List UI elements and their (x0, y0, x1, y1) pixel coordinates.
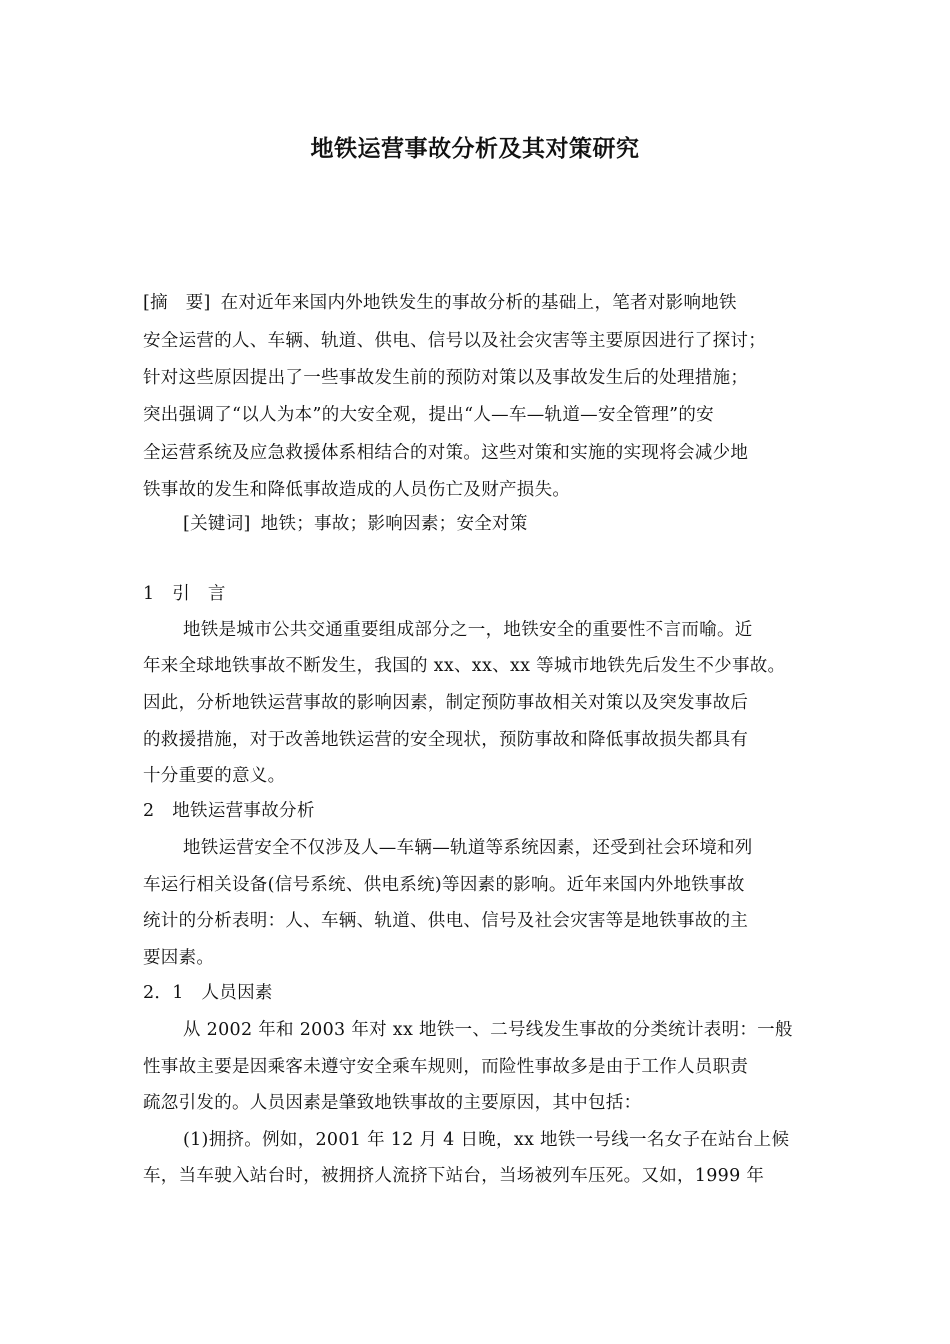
section-1-line-3: 因此，分析地铁运营事故的影响因素，制定预防事故相关对策以及突发事故后 (143, 693, 749, 713)
section-2-1-line-1: 从 2002 年和 2003 年对 xx 地铁一、二号线发生事故的分类统计表明：一般 (183, 1020, 793, 1040)
section-2-1-line-3: 疏忽引发的。人员因素是肇致地铁事故的主要原因，其中包括： (143, 1093, 642, 1113)
item-1-line-1: (1)拥挤。例如，2001 年 12 月 4 日晚，xx 地铁一号线一名女子在站台上候 (183, 1130, 790, 1150)
section-2-line-1: 地铁运营安全不仅涉及人—车辆—轨道等系统因素，还受到社会环境和列 (183, 838, 753, 858)
abstract-line-3: 针对这些原因提出了一些事故发生前的预防对策以及事故发生后的处理措施； (143, 368, 749, 388)
section-1-line-4: 的救援措施，对于改善地铁运营的安全现状，预防事故和降低事故损失都具有 (143, 730, 749, 750)
section-2-line-3: 统计的分析表明：人、车辆、轨道、供电、信号及社会灾害等是地铁事故的主 (143, 911, 749, 931)
abstract-line-6: 铁事故的发生和降低事故造成的人员伤亡及财产损失。 (143, 480, 571, 500)
keywords-text: 地铁；事故；影响因素；安全对策 (260, 514, 528, 534)
abstract-line-2: 安全运营的人、车辆、轨道、供电、信号以及社会灾害等主要原因进行了探讨； (143, 331, 766, 351)
section-2-heading: 2 地铁运营事故分析 (143, 801, 315, 821)
section-2-1-heading: 2．1 人员因素 (143, 983, 273, 1003)
abstract-label: [摘 要] (143, 293, 211, 313)
section-1-line-5: 十分重要的意义。 (143, 766, 286, 786)
section-1-line-1: 地铁是城市公共交通重要组成部分之一，地铁安全的重要性不言而喻。近 (183, 620, 753, 640)
section-2-line-4: 要因素。 (143, 948, 215, 968)
abstract-line-1 (143, 289, 737, 317)
keywords-label: [关键词] (183, 514, 251, 534)
section-1-line-2: 年来全球地铁事故不断发生，我国的 xx、xx、xx 等城市地铁先后发生不少事故。 (143, 656, 786, 676)
section-2-1-line-2: 性事故主要是因乘客未遵守安全乘车规则，而险性事故多是由于工作人员职责 (143, 1057, 749, 1077)
keywords-line (183, 510, 528, 538)
abstract-text: 在对近年来国内外地铁发生的事故分析的基础上，笔者对影响地铁 (220, 293, 737, 313)
document-title: 地铁运营事故分析及其对策研究 (310, 135, 640, 162)
section-1-heading: 1 引 言 (143, 584, 226, 604)
section-2-line-2: 车运行相关设备(信号系统、供电系统)等因素的影响。近年来国内外地铁事故 (143, 875, 745, 895)
abstract-line-5: 全运营系统及应急救援体系相结合的对策。这些对策和实施的实现将会减少地 (143, 443, 749, 463)
item-1-line-2: 车，当车驶入站台时，被拥挤人流挤下站台，当场被列车压死。又如，1999 年 (143, 1166, 765, 1186)
abstract-line-4: 突出强调了“以人为本”的大安全观，提出“人—车—轨道—安全管理”的安 (143, 405, 714, 425)
